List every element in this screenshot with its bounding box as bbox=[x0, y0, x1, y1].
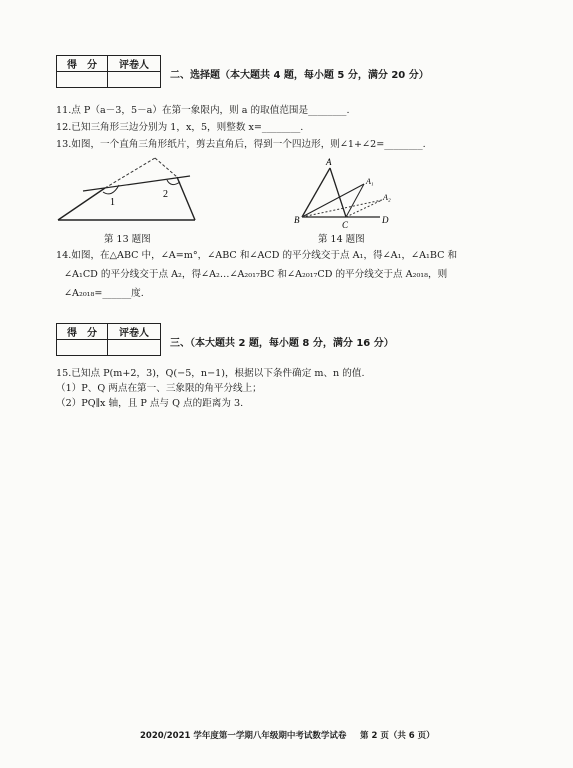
score-cell-2 bbox=[57, 340, 108, 356]
section2-title: 二、选择题（本大题共 4 题，每小题 5 分，满分 20 分） bbox=[170, 70, 429, 81]
score-box bbox=[56, 55, 161, 88]
fig13-label-2: 2 bbox=[163, 189, 168, 200]
figure-14 bbox=[292, 154, 402, 230]
grader-cell-2 bbox=[108, 340, 161, 356]
fig13-label-1: 1 bbox=[110, 197, 115, 208]
question-14-line1: 14.如图，在△ABC 中，∠A=m°，∠ABC 和∠ACD 的平分线交于点 A₁，得∠A₁，∠A₁BC 和 bbox=[56, 250, 458, 261]
fig13-left-side bbox=[58, 188, 105, 220]
question-12: 12.已知三角形三边分别为 1，x，5，则整数 x=________. bbox=[56, 122, 304, 133]
grader-header-2: 评卷人 bbox=[108, 324, 161, 340]
fig14-label-d: D bbox=[382, 215, 389, 225]
figure-14-caption: 第 14 题图 bbox=[318, 234, 365, 245]
question-14-line2: ∠A₁CD 的平分线交于点 A₂，得∠A₂…∠A₂₀₁₇BC 和∠A₂₀₁₇CD 的平分线交于点 A₂₀₁₈，则 bbox=[64, 269, 448, 280]
question-15-part1: （1）P、Q 两点在第一、三象限的角平分线上； bbox=[56, 383, 262, 394]
grader-cell bbox=[108, 72, 161, 88]
figure-13 bbox=[55, 150, 205, 230]
fig14-label-c: C bbox=[342, 220, 349, 230]
fig14-label-a1: A₁ bbox=[366, 177, 374, 186]
fig13-right-side bbox=[177, 177, 195, 220]
grader-header: 评卷人 bbox=[108, 56, 161, 72]
question-15-part2: （2）PQ∥x 轴，且 P 点与 Q 点的距离为 3. bbox=[56, 398, 244, 409]
score-header: 得 分 bbox=[57, 56, 108, 72]
score-header-2: 得 分 bbox=[57, 324, 108, 340]
fig13-dashed-right bbox=[155, 158, 177, 177]
fig13-dashed-left bbox=[105, 158, 155, 188]
fig14-label-a: A bbox=[326, 157, 332, 167]
question-11: 11.点 P（a－3，5－a）在第一象限内，则 a 的取值范围是________. bbox=[56, 105, 350, 116]
score-cell bbox=[57, 72, 108, 88]
figure-13-caption: 第 13 题图 bbox=[104, 234, 151, 245]
fig14-label-a2: A₂ bbox=[383, 193, 391, 202]
fig14-line-ca2 bbox=[346, 200, 382, 217]
question-13: 13.如图，一个直角三角形纸片，剪去直角后，得到一个四边形，则∠1+∠2=________. bbox=[56, 139, 426, 150]
fig14-label-b: B bbox=[294, 215, 300, 225]
footer-exam-title: 2020/2021 学年度第一学期八年级期中考试数学试卷 bbox=[140, 731, 347, 741]
footer-page-number: 第 2 页（共 6 页） bbox=[360, 731, 435, 741]
question-15: 15.已知点 P(m+2，3)，Q(−5，n−1)，根据以下条件确定 m、n 的值. bbox=[56, 368, 365, 379]
question-14-line3: ∠A₂₀₁₈=______度. bbox=[64, 288, 144, 299]
fig13-cut-line bbox=[83, 176, 190, 191]
fig14-line-ba2 bbox=[302, 200, 382, 217]
score-box-2 bbox=[56, 323, 161, 356]
section3-title: 三、（本大题共 2 题，每小题 8 分，满分 16 分） bbox=[170, 338, 394, 349]
